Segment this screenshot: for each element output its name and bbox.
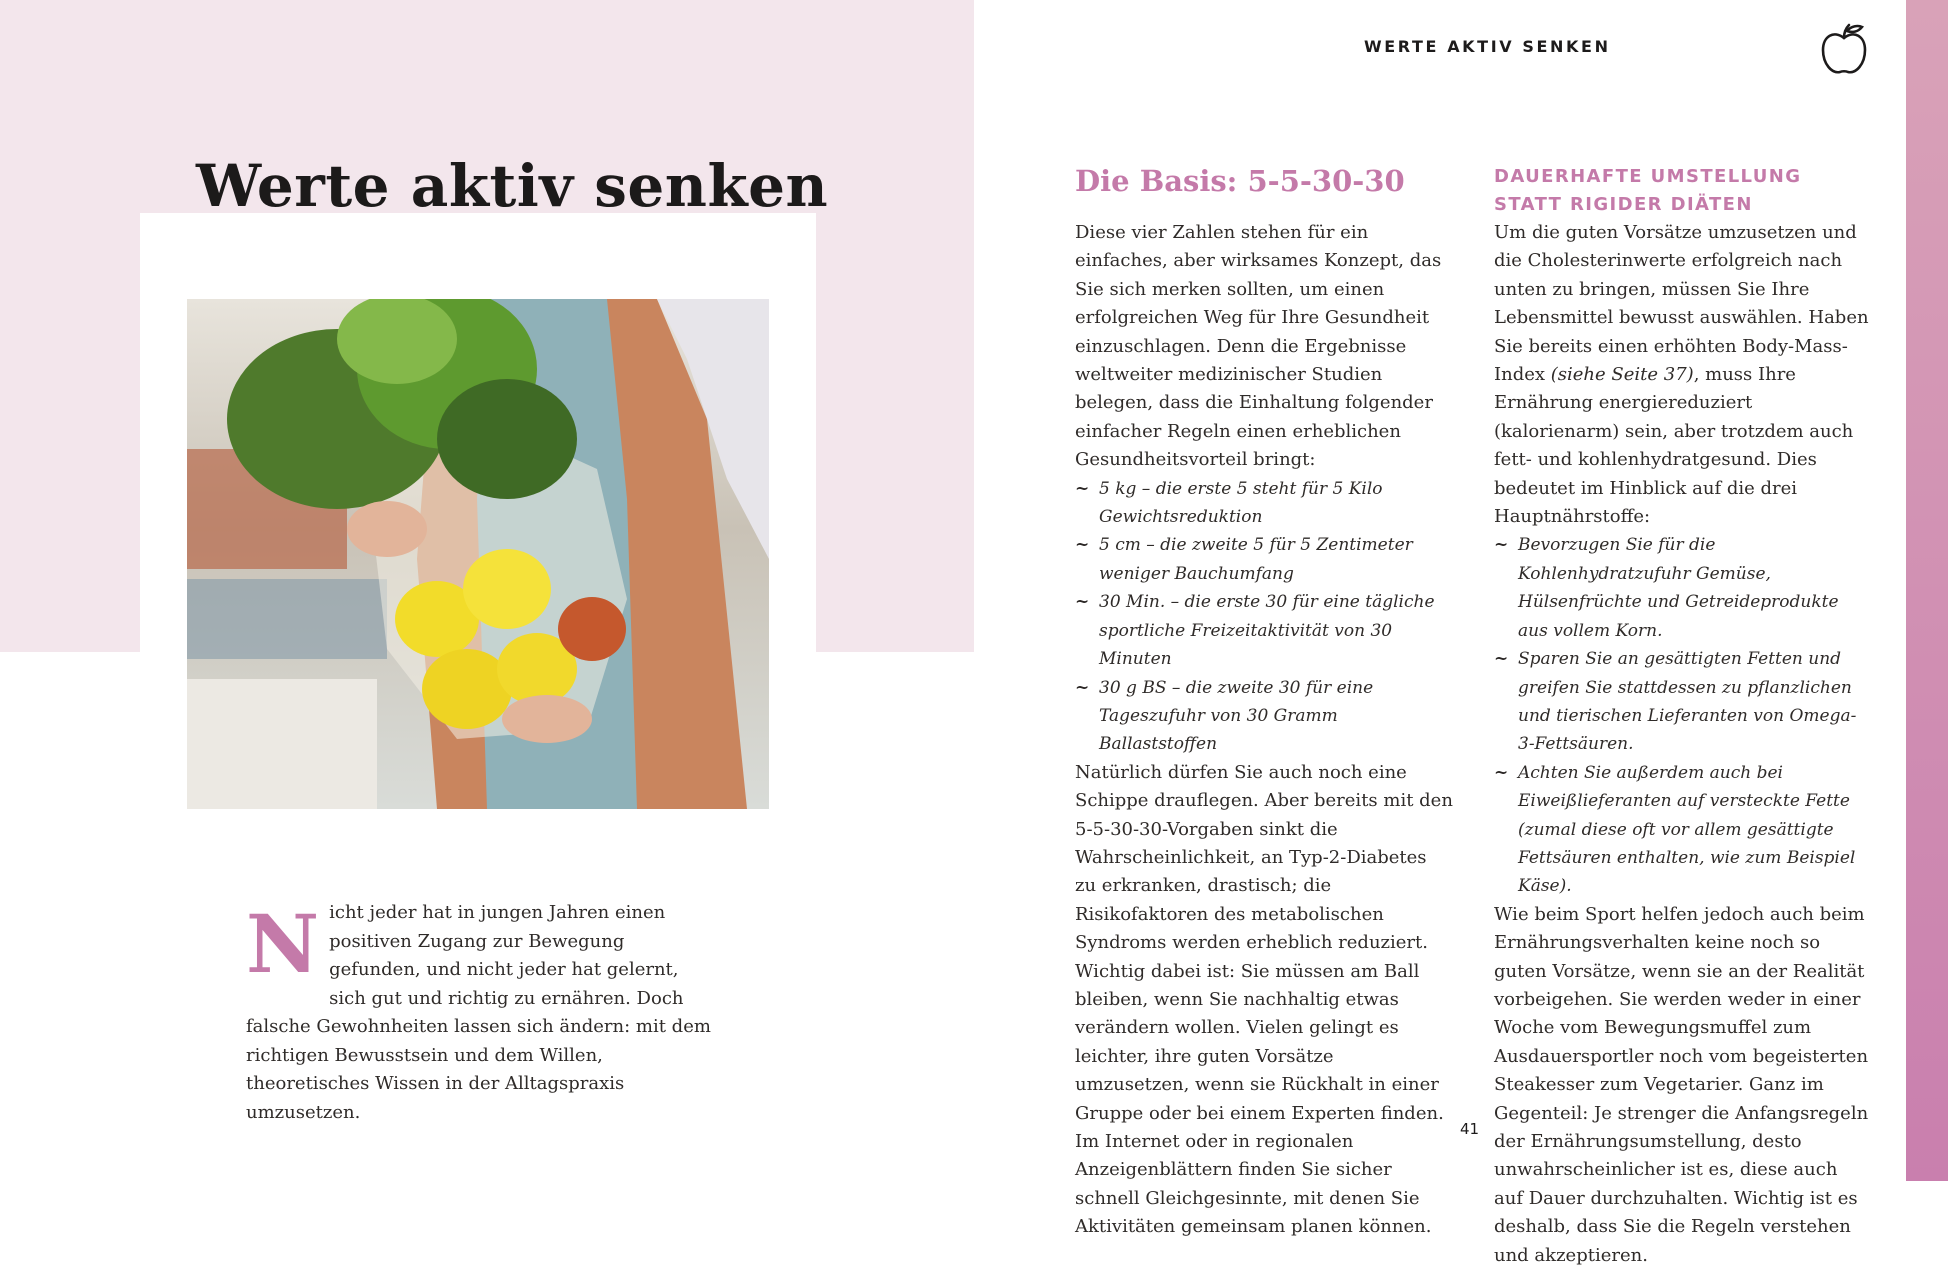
tilde-bullet-icon: ~ [1075,535,1090,556]
list-item: ~ Bevorzugen Sie für die Kohlenhydratzufuhr Gemüse, Hülsenfrüchte und Getreideprodukte aus vollem Korn. [1494,531,1872,645]
naehrstoff-bullet-list [1494,531,1872,900]
tilde-bullet-icon: ~ [1494,535,1509,556]
tilde-bullet-icon: ~ [1494,649,1509,670]
umstellung-outro: Wie beim Sport helfen jedoch auch beim Ernährungsverhalten keine noch so guten Vorsätze, wenn sie an der Realität vorbeigehen. Sie werden weder in einer Woche vom Bewegungsmuffel zum Ausdauersportler noch vom begeisterten Steakesser zum Vegetarier. Ganz im Gegenteil: Je strenger die Anfangsregeln der Ernährungsumstellung, desto unwahrscheinlicher ist es, diese auch auf Dauer durchzuhalten. Wichtig ist es deshalb, dass Sie die Regeln verstehen und akzeptieren. [1494,903,1869,1266]
heading-line-2: STATT RIGIDER DIÄTEN [1494,194,1753,215]
column-right [1494,163,1872,1270]
list-item: ~ 5 kg – die erste 5 steht für 5 Kilo Gewichtsreduktion [1075,475,1453,532]
tilde-bullet-icon: ~ [1075,592,1090,613]
basis-outro: Natürlich dürfen Sie auch noch eine Schippe drauflegen. Aber bereits mit den 5-5-30-30-Vorgaben sinkt die Wahrscheinlichkeit, an Typ-2-Diabetes zu erkranken, drastisch; die Risikofaktoren des metabolischen Syndroms werden erheblich reduziert. Wichtig dabei ist: Sie müssen am Ball bleiben, wenn Sie nachhaltig etwas verändern wollen. Vielen gelingt es leichter, ihre guten Vorsätze umzusetzen, wenn sie Rückhalt in einer Gruppe oder bei einem Experten finden. Im Internet oder in regionalen Anzeigenblättern finden Sie sicher schnell Gleichgesinnte, mit denen Sie Aktivitäten gemeinsam planen können. [1075,761,1453,1238]
drop-cap: N [246,897,320,991]
vegetable-bag-photo [187,299,769,809]
umstellung-intro: Um die guten Vorsätze umzusetzen und die Cholesterinwerte erfolgreich nach unten zu bringen, müssen Sie Ihre Lebensmittel bewusst auswählen. Haben Sie bereits einen erhöhten Body-Mass-Index (siehe Seite 37), muss Ihre Ernährung energiereduziert (kalorienarm) sein, aber trotzdem auch fett- und kohlenhydratgesund. Dies bedeutet im Hinblick auf die drei Hauptnährstoffe: [1494,222,1869,528]
heading-line-1: DAUERHAFTE UMSTELLUNG [1494,166,1802,187]
page-title: Werte aktiv senken [196,152,829,220]
list-item: ~ 30 g BS – die zweite 30 für eine Tageszufuhr von 30 Gramm Ballaststoffen [1075,674,1453,759]
section-heading-basis: Die Basis: 5-5-30-30 [1075,164,1405,198]
list-item: ~ 30 Min. – die erste 30 für eine tägliche sportliche Freizeitaktivität von 30 Minuten [1075,588,1453,673]
intro-paragraph [246,899,716,1127]
tilde-bullet-icon: ~ [1075,478,1090,499]
list-item: ~ 5 cm – die zweite 5 für 5 Zentimeter weniger Bauchumfang [1075,531,1453,588]
section-heading-umstellung [1494,163,1872,219]
intro-text: icht jeder hat in jungen Jahren einen positiven Zugang zur Bewegung gefunden, und nicht jeder hat gelernt, sich gut und richtig zu ernähren. Doch falsche Gewohnheiten lassen sich ändern: mit dem richtigen Bewusstsein und dem Willen, theoretisches Wissen in der Alltagspraxis umzusetzen. [246,902,711,1123]
list-item: ~ Achten Sie außerdem auch bei Eiweißlieferanten auf versteckte Fette (zumal diese oft vor allem gesättigte Fettsäuren enthalten, wie zum Beispiel Käse). [1494,759,1872,901]
basis-bullet-list [1075,475,1453,759]
apple-icon [1820,22,1868,76]
running-head: WERTE AKTIV SENKEN [1364,37,1611,56]
tilde-bullet-icon: ~ [1075,677,1090,698]
page-reference: (siehe Seite 37) [1550,364,1694,386]
column-left [1075,163,1453,1242]
list-item: ~ Sparen Sie an gesättigten Fetten und greifen Sie stattdessen zu pflanzlichen und tierischen Lieferanten von Omega-3-Fettsäuren. [1494,645,1872,759]
page-edge-band [1906,0,1948,1181]
page-number: 41 [1460,1120,1480,1138]
tilde-bullet-icon: ~ [1494,762,1509,783]
basis-intro: Diese vier Zahlen stehen für ein einfaches, aber wirksames Konzept, das Sie sich merken sollten, um einen erfolgreichen Weg für Ihre Gesundheit einzuschlagen. Denn die Ergebnisse weltweiter medizinischer Studien belegen, dass die Einhaltung folgender einfacher Regeln einen erheblichen Gesundheitsvorteil bringt: [1075,222,1442,471]
